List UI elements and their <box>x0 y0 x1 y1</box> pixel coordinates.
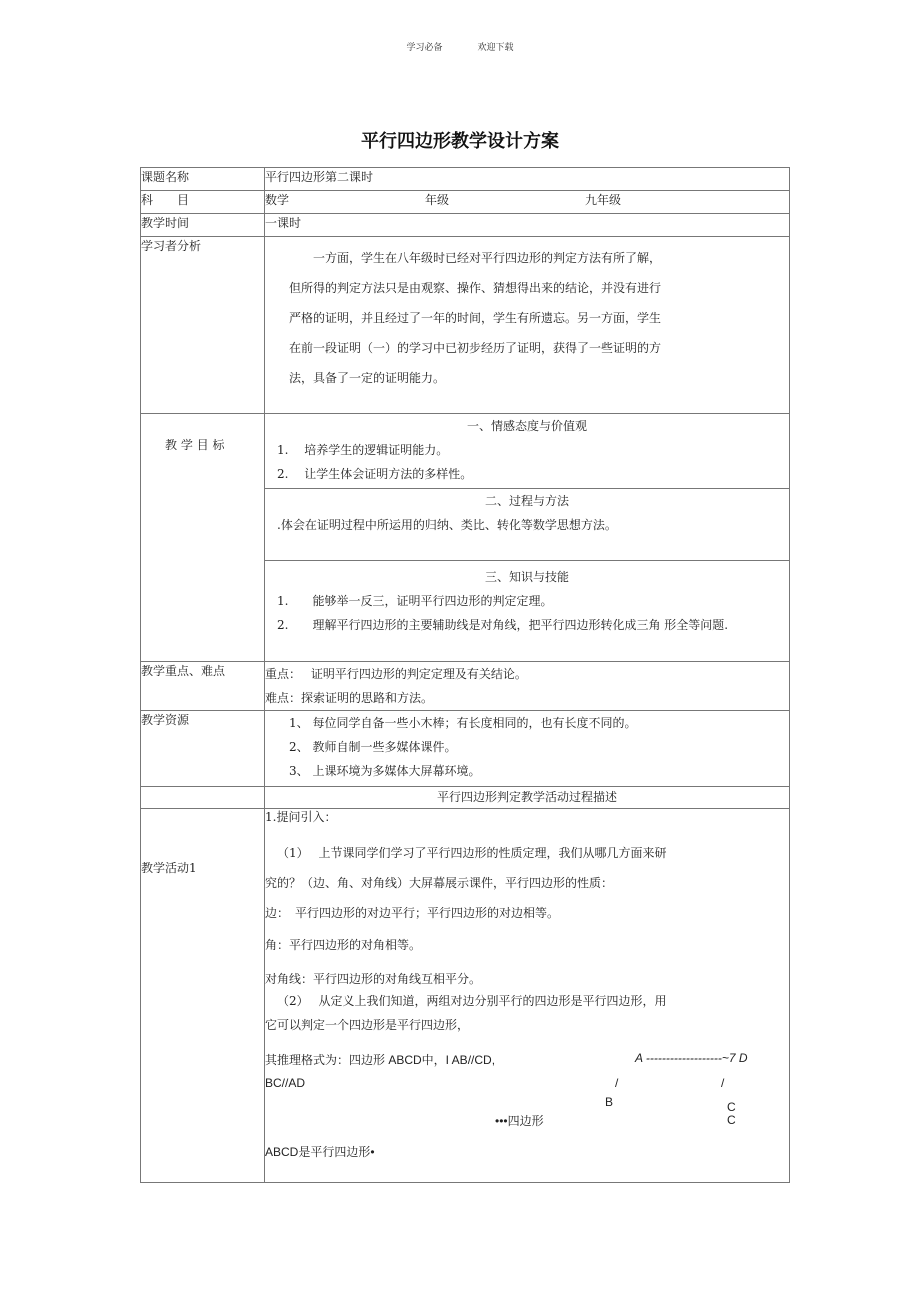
resource-item: 1、 每位同学自备一些小木棒；有长度相同的，也有长度不同的。 <box>289 716 637 730</box>
row-resources <box>141 711 790 787</box>
header-right: 欢迎下载 <box>477 43 514 53</box>
lesson-plan-table <box>140 167 790 1183</box>
proof-format-figure <box>265 1049 789 1167</box>
focus-content <box>265 662 790 711</box>
activity-line: 角：平行四边形的对角相等。 <box>265 938 422 952</box>
formula-line-2: BC//AD <box>265 1076 306 1090</box>
activity-line: 边： 平行四边形的对边平行；平行四边形的对边相等。 <box>265 906 560 920</box>
learner-line: 严格的证明，并且经过了一年的时间，学生有所遗忘。另一方面，学生 <box>289 311 662 325</box>
activity-label: 教学活动1 <box>141 861 197 875</box>
row-learner <box>141 237 790 414</box>
topic-value: 平行四边形第二课时 <box>265 168 790 191</box>
process-title-empty <box>141 787 265 809</box>
subject-value: 数学 <box>265 193 290 207</box>
activity-label-cell <box>141 809 265 1183</box>
goals-section-2 <box>265 488 789 560</box>
focus-label: 教学重点、难点 <box>141 662 265 711</box>
time-value: 一课时 <box>265 214 790 237</box>
goals-label-cell <box>141 414 265 662</box>
figure-vertex-c-upper: C <box>727 1100 736 1114</box>
figure-vertex-b: B <box>605 1095 614 1109</box>
figure-vertex-c-lower: C <box>727 1113 736 1127</box>
goals-section-3 <box>265 560 789 661</box>
header-left: 学习必备 <box>406 43 443 53</box>
goals-label: 教 学 目 标 <box>165 438 225 452</box>
topic-label: 课题名称 <box>141 168 265 191</box>
learner-label: 学习者分析 <box>141 237 265 414</box>
process-title: 平行四边形判定教学活动过程描述 <box>265 787 790 809</box>
page-header <box>0 40 920 53</box>
goals-s3-item: 2. 理解平行四边形的主要辅助线是对角线，把平行四边形转化成三角 形全等问题. <box>277 618 729 632</box>
time-label: 教学时间 <box>141 214 265 237</box>
activity-line: 究的？（边、角、对角线）大屏幕展示课件，平行四边形的性质： <box>265 876 614 890</box>
learner-paragraph <box>265 237 789 393</box>
subject-cell <box>265 191 790 214</box>
formula-line-4: ABCD是平行四边形• <box>265 1145 375 1159</box>
row-activity <box>141 809 790 1183</box>
learner-analysis <box>265 237 790 414</box>
activity-line: 对角线：平行四边形的对角线互相平分。 <box>265 972 482 986</box>
learner-line: 但所得的判定方法只是由观察、操作、猜想得出来的结论，并没有进行 <box>289 281 662 295</box>
resources-label: 教学资源 <box>141 711 265 787</box>
learner-line: 在前一段证明（一）的学习中已初步经历了证明，获得了一些证明的方 <box>289 341 662 355</box>
learner-line: 一方面，学生在八年级时已经对平行四边形的判定方法有所了解， <box>313 251 662 265</box>
goals-s1-title: 一、情感态度与价值观 <box>466 419 587 433</box>
subject-label: 科 目 <box>141 191 265 214</box>
grade-label: 年级 <box>425 193 450 207</box>
goals-s1-item: 2. 让学生体会证明方法的多样性。 <box>277 467 473 481</box>
learner-line: 法，具备了一定的证明能力。 <box>289 371 446 385</box>
goals-s2-title: 二、过程与方法 <box>484 494 569 508</box>
resources-content <box>265 711 790 787</box>
activity-line: 它可以判定一个四边形是平行四边形， <box>265 1018 470 1032</box>
row-subject <box>141 191 790 214</box>
goals-s2-text: .体会在证明过程中所运用的归纳、类比、转化等数学思想方法。 <box>277 518 617 532</box>
activity-line: （1） 上节课同学们学习了平行四边形的性质定理，我们从哪几方面来研 <box>277 846 667 860</box>
formula-line-1: 其推理格式为：四边形 ABCD中，I AB//CD, <box>265 1053 496 1067</box>
row-topic <box>141 168 790 191</box>
row-focus <box>141 662 790 711</box>
goals-section-1 <box>265 414 789 488</box>
resource-item: 2、 教师自制一些多媒体课件。 <box>289 740 457 754</box>
goals-content <box>265 414 790 662</box>
goals-s3-title: 三、知识与技能 <box>484 570 569 584</box>
activity-line: 1.提问引入： <box>265 810 337 824</box>
row-goals <box>141 414 790 662</box>
resource-item: 3、 上课环境为多媒体大屏幕环境。 <box>289 764 481 778</box>
row-process-title <box>141 787 790 809</box>
activity-content <box>265 809 790 1183</box>
activity-line: （2） 从定义上我们知道，两组对边分别平行的四边形是平行四边形，用 <box>277 994 667 1008</box>
figure-slash-right: / <box>721 1076 725 1090</box>
goals-s1-item: 1. 培养学生的逻辑证明能力。 <box>277 443 449 457</box>
figure-slash-left: / <box>615 1076 619 1090</box>
row-time <box>141 214 790 237</box>
focus-key: 重点： 证明平行四边形的判定定理及有关结论。 <box>265 667 527 681</box>
page-title: 平行四边形教学设计方案 <box>361 131 559 152</box>
grade-value: 九年级 <box>585 193 622 207</box>
formula-line-3: •••四边形 <box>495 1114 544 1128</box>
focus-difficulty: 难点：探索证明的思路和方法。 <box>265 691 434 705</box>
goals-s3-item: 1. 能够举一反三，证明平行四边形的判定定理。 <box>277 594 553 608</box>
figure-vertex-a-d: A -------------------~7 D <box>635 1051 748 1065</box>
